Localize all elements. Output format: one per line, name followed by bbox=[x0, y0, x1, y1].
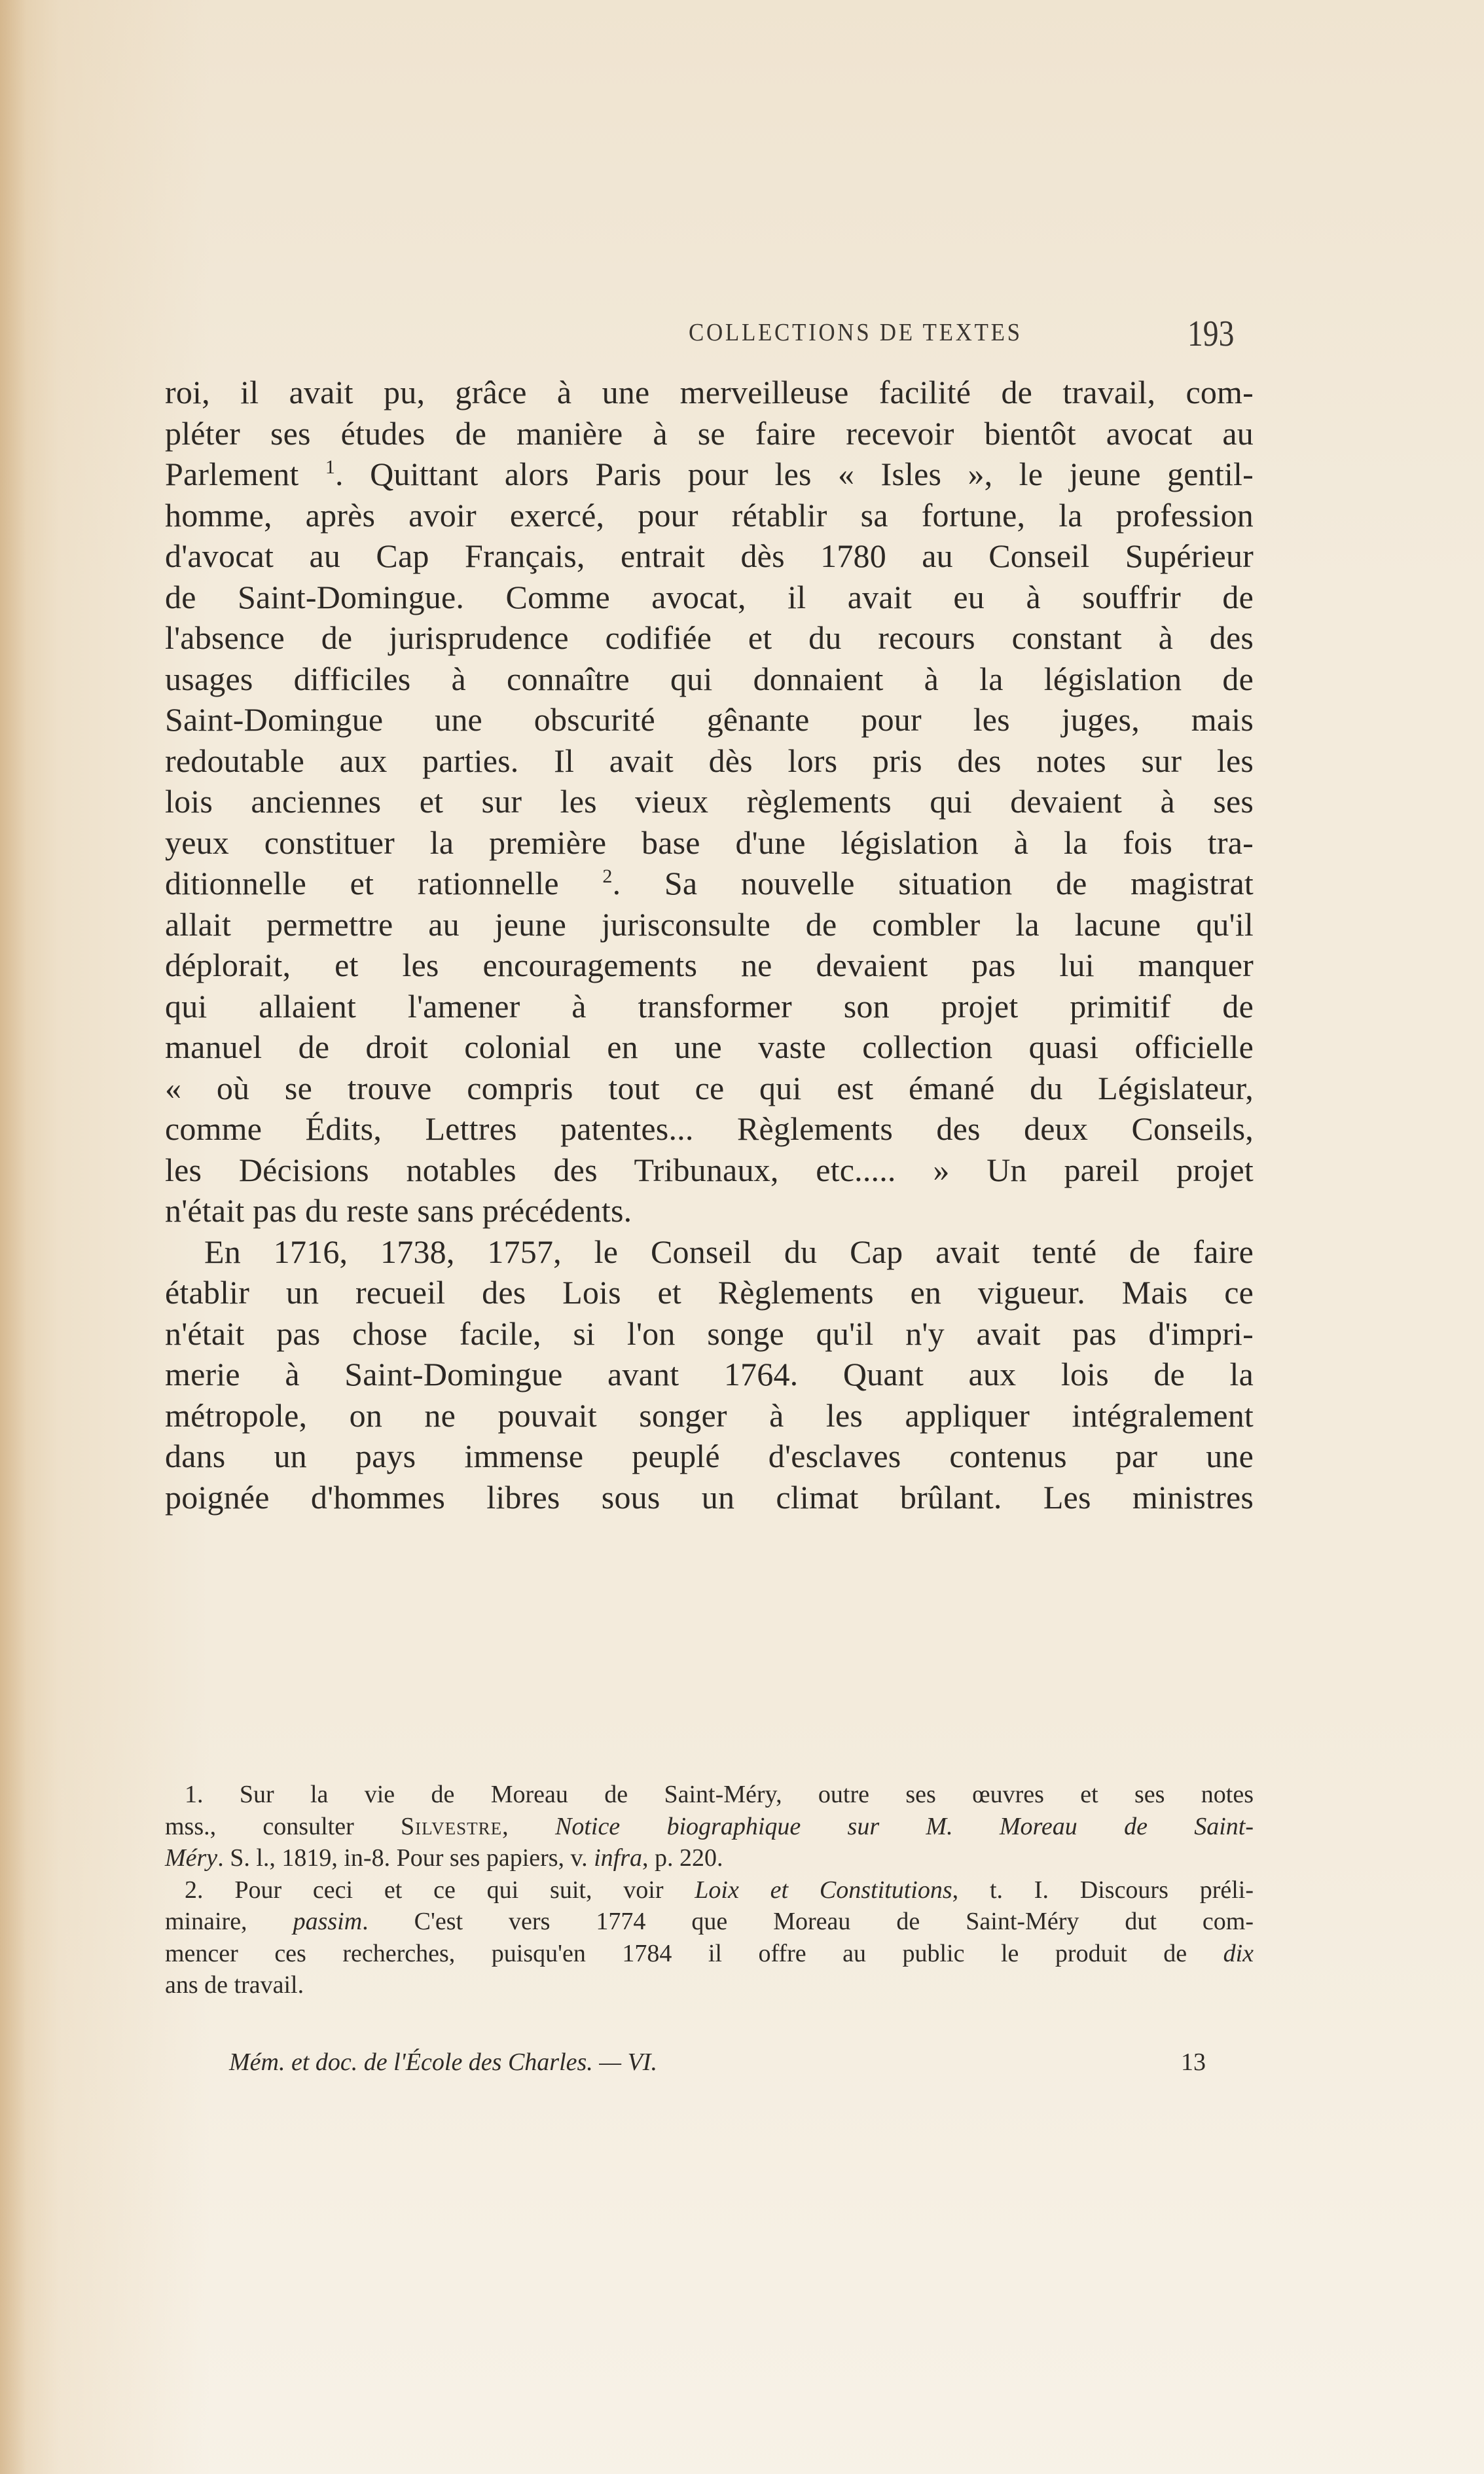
footnotes bbox=[165, 1779, 1254, 2001]
body-line: qui allaient l'amener à transformer son projet primitif de bbox=[165, 987, 1254, 1025]
body-line: yeux constituer la première base d'une législation à la fois tra- bbox=[165, 824, 1254, 861]
footnote-1-line: 1. Sur la vie de Moreau de Saint-Méry, outre ses œuvres et ses notes bbox=[185, 1781, 1254, 1808]
body-line: « où se trouve compris tout ce qui est émané du Législateur, bbox=[165, 1069, 1254, 1106]
paragraph-start-line: En 1716, 1738, 1757, le Conseil du Cap avait tenté de faire bbox=[204, 1233, 1254, 1270]
body-line: Parlement $^1$. Quittant alors Paris pour les « Isles », le jeune gentil- bbox=[165, 456, 1254, 492]
body-line: établir un recueil des Lois et Règlements en vigueur. Mais ce bbox=[165, 1274, 1254, 1311]
body-line: pléter ses études de manière à se faire recevoir bientôt avocat au bbox=[165, 414, 1254, 452]
running-head bbox=[165, 313, 1254, 352]
body-line: comme Édits, Lettres patentes... Règlements des deux Conseils, bbox=[165, 1110, 1254, 1147]
body-text bbox=[165, 372, 1254, 1518]
body-line: les Décisions notables des Tribunaux, etc..... » Un pareil projet bbox=[165, 1151, 1254, 1188]
footnote-2-line: mencer ces recherches, puisqu'en 1784 il offre au public le produit de dix bbox=[165, 1939, 1254, 1967]
page-number: 193 bbox=[1187, 314, 1235, 354]
footnote-1-line: mss., consulter Silvestre, Notice biographique sur M. Moreau de Saint- bbox=[165, 1812, 1254, 1840]
signature-mark: 13 bbox=[1181, 2048, 1206, 2076]
body-line: ditionnelle et rationnelle $^2$. Sa nouvelle situation de magistrat bbox=[165, 865, 1254, 901]
body-line: n'était pas du reste sans précédents. bbox=[165, 1192, 632, 1229]
footnote-2-line: 2. Pour ceci et ce qui suit, voir Loix et Constitutions, t. I. Discours préli- bbox=[185, 1876, 1254, 1904]
footnote-2-line: ans de travail. bbox=[165, 1971, 304, 1999]
body-line: redoutable aux parties. Il avait dès lors pris des notes sur les bbox=[165, 742, 1254, 779]
running-title: COLLECTIONS DE TEXTES bbox=[689, 319, 1023, 346]
body-line: déplorait, et les encouragements ne devaient pas lui manquer bbox=[165, 947, 1254, 983]
body-line: dans un pays immense peuplé d'esclaves contenus par une bbox=[165, 1438, 1254, 1474]
page-edge-shadow bbox=[0, 0, 26, 2474]
work-title: Notice biographique sur M. Moreau de Saint- bbox=[554, 1812, 1254, 1840]
footnote-2-line: minaire, passim. C'est vers 1774 que Moreau de Saint-Méry dut com- bbox=[165, 1908, 1254, 1935]
footer-title: Mém. et doc. de l'École des Charles. — VI. bbox=[229, 2048, 657, 2076]
body-line: métropole, on ne pouvait songer à les appliquer intégralement bbox=[165, 1396, 1254, 1434]
body-line: homme, après avoir exercé, pour rétablir sa fortune, la profession bbox=[165, 496, 1254, 534]
body-line: merie à Saint-Domingue avant 1764. Quant aux lois de la bbox=[165, 1356, 1254, 1392]
body-line: d'avocat au Cap Français, entrait dès 1780 au Conseil Supérieur bbox=[165, 537, 1254, 574]
body-line: l'absence de jurisprudence codifiée et du recours constant à des bbox=[165, 619, 1254, 656]
body-line: n'était pas chose facile, si l'on songe qu'il n'y avait pas d'impri- bbox=[165, 1315, 1254, 1352]
footnote-1-line: Méry. S. l., 1819, in-8. Pour ses papiers, v. infra, p. 220. bbox=[165, 1844, 723, 1872]
body-line: de Saint-Domingue. Comme avocat, il avait eu à souffrir de bbox=[165, 578, 1254, 615]
body-line: allait permettre au jeune jurisconsulte de combler la lacune qu'il bbox=[165, 905, 1254, 943]
footnote-ref-2[interactable]: 2 bbox=[602, 865, 613, 887]
body-line: poignée d'hommes libres sous un climat brûlant. Les ministres bbox=[165, 1478, 1254, 1516]
body-line: lois anciennes et sur les vieux règlements qui devaient à ses bbox=[165, 783, 1254, 820]
work-title: Méry bbox=[165, 1844, 218, 1872]
body-line: roi, il avait pu, grâce à une merveilleuse facilité de travail, com- bbox=[165, 374, 1254, 410]
footnote-ref-1[interactable]: 1 bbox=[325, 456, 336, 478]
body-line: usages difficiles à connaître qui donnaient à la législation de bbox=[165, 660, 1254, 697]
body-line: Saint-Domingue une obscurité gênante pour les juges, mais bbox=[165, 701, 1254, 738]
author-name: Silvestre bbox=[401, 1812, 503, 1840]
body-line: manuel de droit colonial en une vaste collection quasi officielle bbox=[165, 1028, 1254, 1065]
page-footer bbox=[165, 2048, 1254, 2081]
work-title: Loix et Constitutions bbox=[695, 1876, 952, 1904]
